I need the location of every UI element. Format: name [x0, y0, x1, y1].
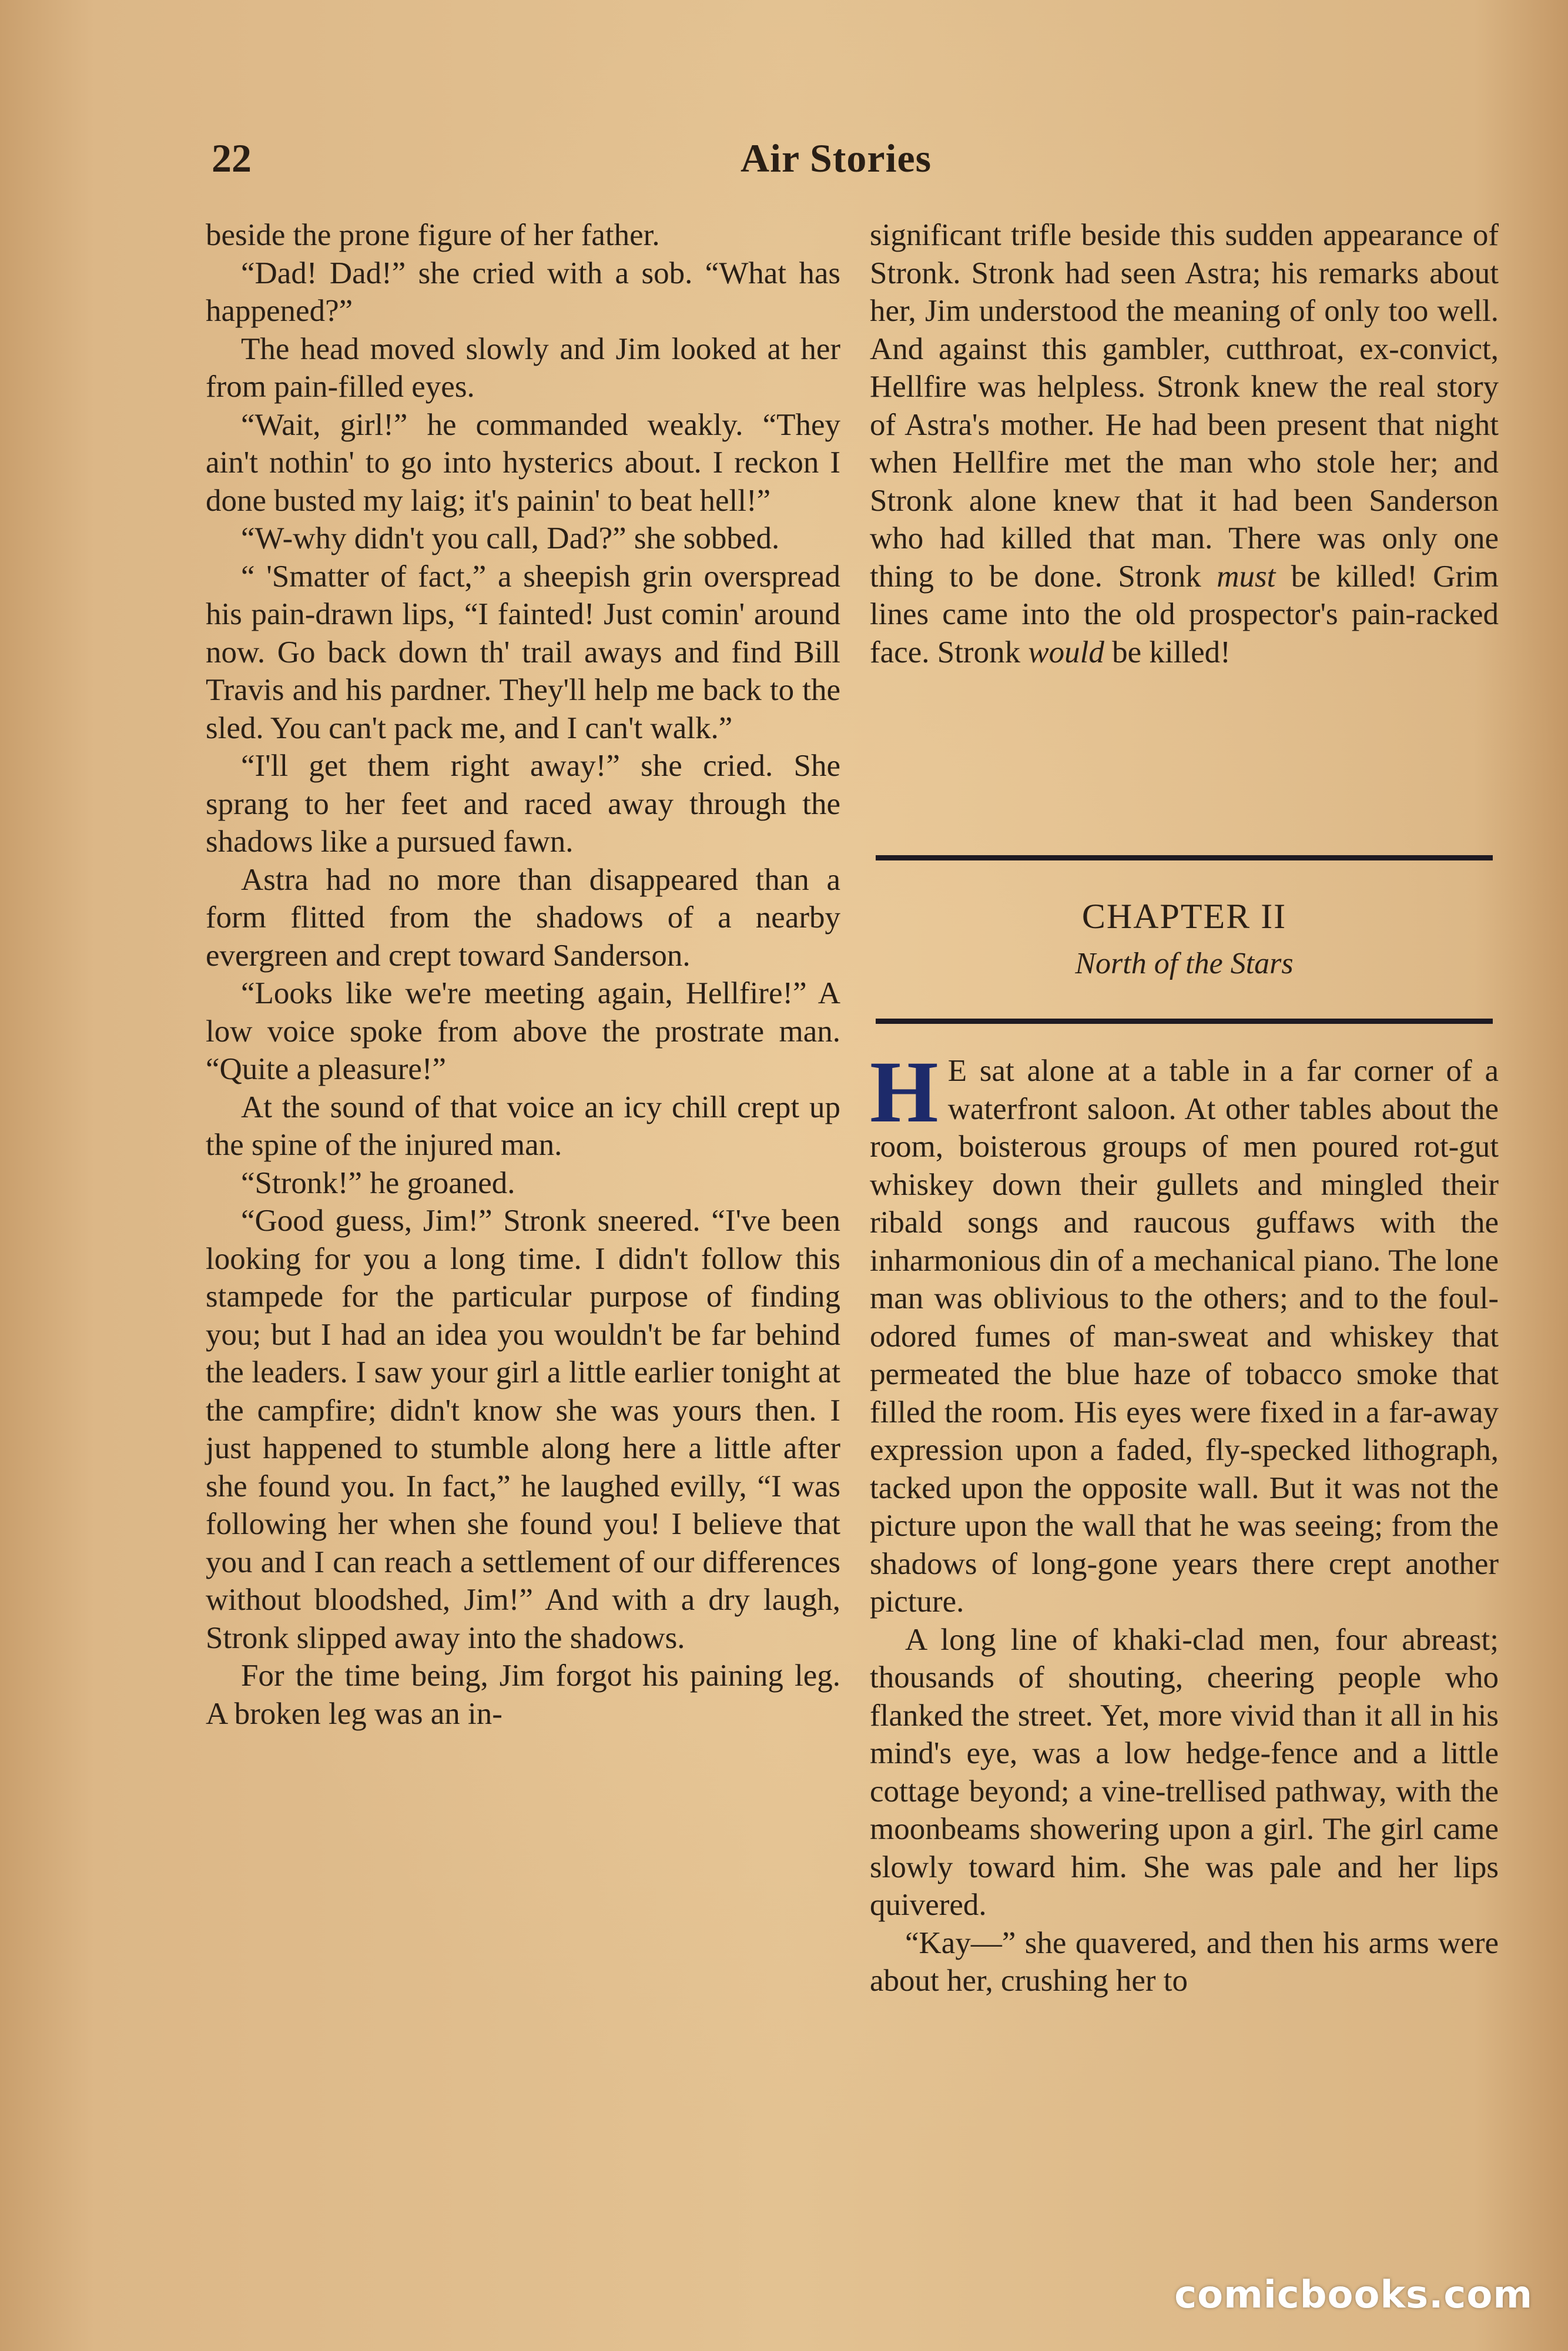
paragraph: beside the prone figure of her father.	[206, 218, 660, 252]
chapter-rule-top	[876, 855, 1493, 860]
page-header	[212, 135, 1505, 188]
emphasis-would: would	[1028, 635, 1104, 669]
right-column-top	[870, 216, 1499, 671]
left-column	[206, 216, 840, 1733]
paragraph: “Stronk!” he groaned.	[241, 1166, 515, 1200]
paragraph: “Looks like we're meeting again, Hellfire!” A low voice spoke from above the prostrate man. “Quite a pleasure!”	[206, 976, 840, 1086]
drop-cap: H	[870, 1043, 939, 1141]
text-run: significant trifle beside this sudden appearance of Stronk. Stronk had seen Astra; his remarks about her, Jim understood the meaning of only too well. And against this gambler, cutthroat, ex-convict, Hellfire was helpless. Stronk knew the real story of Astra's mother. He had been present that night when Hellfire met the man who stole her; and Stronk alone knew that it had been Sanderson who had killed that man. There was only one thing to be done. Stronk	[870, 218, 1499, 594]
chapter-rule-bottom	[876, 1019, 1493, 1024]
emphasis-must: must	[1217, 559, 1276, 594]
chapter-body	[870, 1043, 1499, 2000]
page-number: 22	[212, 136, 252, 180]
paragraph: “Good guess, Jim!” Stronk sneered. “I've been looking for you a long time. I didn't follow this stampede for the particular purpose of finding you; but I had an idea you wouldn't be far behind the leaders. I saw your girl a little earlier tonight at the campfire; didn't know she was yours then. I just happened to stumble along here a little after she found you. In fact,” he laughed evilly, “I was following her when she found you! I believe that you and I can reach a settlement of our differences without bloodshed, Jim!” And with a dry laugh, Stronk slipped away into the shadows.	[206, 1204, 840, 1655]
text-run: be killed!	[1104, 635, 1231, 669]
running-title: Air Stories	[741, 136, 932, 180]
paragraph: “ 'Smatter of fact,” a sheepish grin overspread his pain-drawn lips, “I fainted! Just comin' around now. Go back down th' trail aways and find Bill Travis and his pardner. They'll help me back to the sled. You can't pack me, and I can't walk.”	[206, 559, 840, 745]
paragraph: For the time being, Jim forgot his paining leg. A broken leg was an in-	[206, 1659, 840, 1731]
paragraph: “W-why didn't you call, Dad?” she sobbed.	[241, 521, 780, 555]
paragraph: The head moved slowly and Jim looked at her from pain-filled eyes.	[206, 331, 840, 404]
paragraph: At the sound of that voice an icy chill crept up the spine of the injured man.	[206, 1090, 840, 1162]
paragraph: “I'll get them right away!” she cried. She sprang to her feet and raced away through the shadows like a pursued fawn.	[206, 749, 840, 859]
chapter-title: CHAPTER II	[1081, 897, 1287, 936]
paragraph: “Kay—” she quavered, and then his arms were about her, crushing her to	[870, 1925, 1499, 1998]
text-run: be killed! Grim lines came into the old prospector's pain-racked face. Stronk	[870, 559, 1499, 669]
paragraph: “Wait, girl!” he commanded weakly. “They ain't nothin' to go into hysterics about. I reckon I done busted my laig; it's painin' to beat hell!”	[206, 407, 840, 518]
paragraph: “Dad! Dad!” she cried with a sob. “What has happened?”	[206, 256, 840, 328]
paragraph: Astra had no more than disappeared than a form flitted from the shadows of a nearby evergreen and crept toward Sanderson.	[206, 862, 840, 973]
chapter-subtitle: North of the Stars	[1075, 947, 1294, 980]
text-run: E sat alone at a table in a far corner of a waterfront saloon. At other tables about the room, boisterous groups of men poured rot-gut whiskey down their gullets and mingled their ribald songs and raucous guffaws with the inharmonious din of a mechanical piano. The lone man was oblivious to the others; and to the foul-odored fumes of man-sweat and whiskey that permeated the blue haze of tobacco smoke that filled the room. His eyes were fixed in a far-away expression upon a faded, fly-specked lithograph, tacked upon the opposite wall. But it was not the picture upon the wall that he was seeing; from the shadows of long-gone years there crept another picture.	[870, 1054, 1499, 1619]
paragraph	[870, 216, 1499, 671]
paragraph	[870, 1043, 1499, 1621]
paragraph: A long line of khaki-clad men, four abreast; thousands of shouting, cheering people who flanked the street. Yet, more vivid than it all in his mind's eye, was a low hedge-fence and a little cottage beyond; a vine-trellised pathway, with the moonbeams showering upon a girl. The girl came slowly toward him. She was pale and her lips quivered.	[870, 1622, 1499, 1922]
site-watermark: comicbooks.com	[1174, 2273, 1533, 2317]
